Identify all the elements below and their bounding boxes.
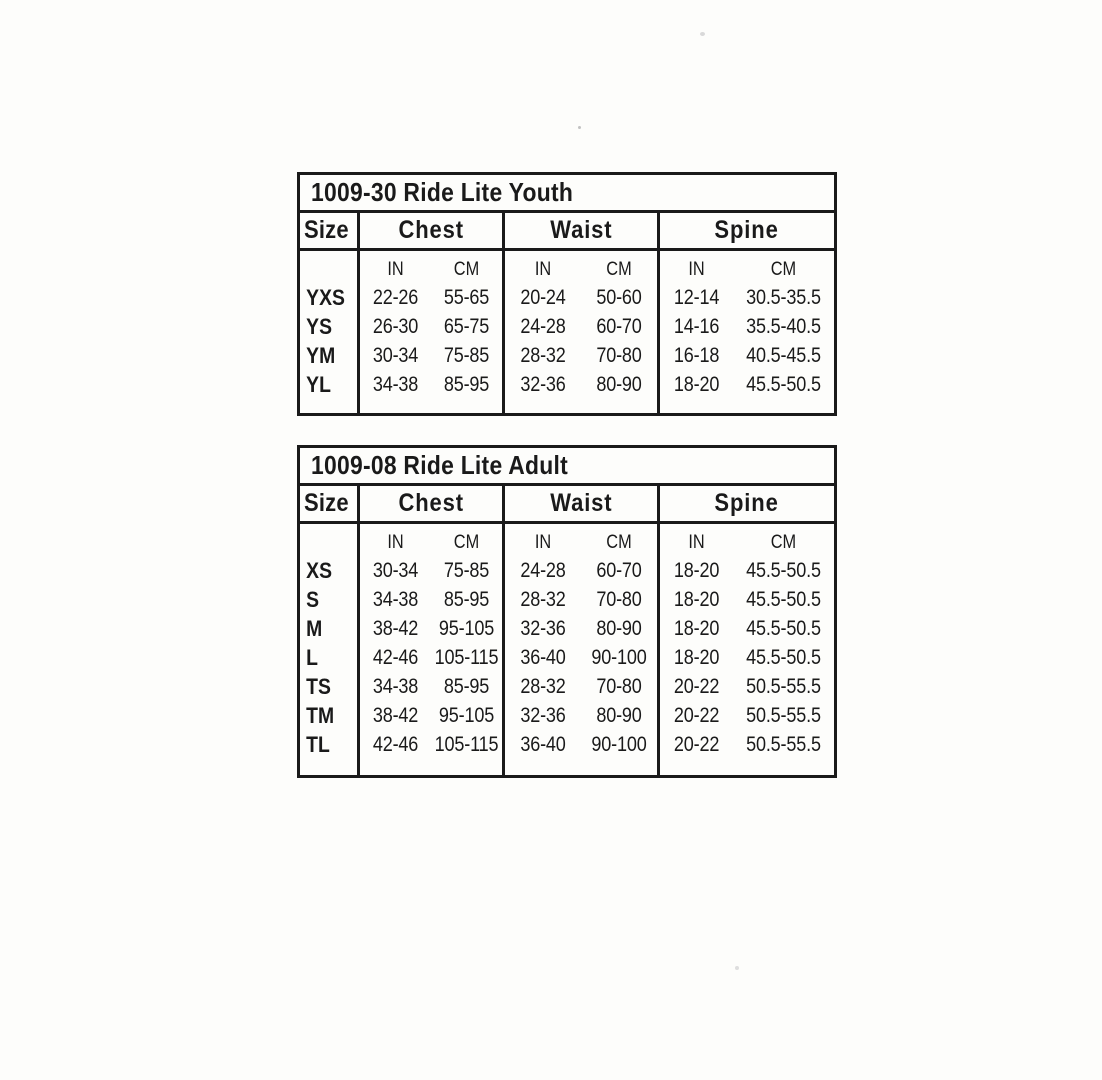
spine-column [660, 524, 834, 775]
waist-measurement-row [505, 730, 657, 759]
youth-column-headers [300, 213, 834, 251]
spine-cm-value: 45.5-50.5 [746, 645, 821, 669]
spine-cm-value: 50.5-55.5 [746, 674, 821, 698]
adult-size-table [297, 445, 837, 778]
waist-cm-value: 70-80 [596, 674, 642, 698]
chest-measurement-row [360, 614, 502, 643]
size-column [300, 251, 360, 413]
chest-cm-value: 75-85 [443, 343, 490, 367]
chest-measurement-row [360, 370, 502, 399]
waist-cm-value: 90-100 [591, 645, 647, 669]
waist-cm-value: 90-100 [591, 732, 647, 756]
size-column-spacer [300, 530, 357, 556]
chest-cm-value: 85-95 [443, 587, 490, 611]
size-label: XS [306, 557, 332, 583]
spine-in-value: 20-22 [673, 674, 720, 698]
chest-cm-value: 75-85 [443, 558, 490, 582]
size-label: S [306, 586, 320, 612]
spine-in-value: 20-22 [673, 732, 720, 756]
waist-in-unit-label: IN [534, 532, 552, 553]
chest-column [360, 524, 505, 775]
chest-cm-value: 85-95 [443, 674, 490, 698]
waist-in-value: 32-36 [520, 703, 566, 727]
chest-cm-unit-label: CM [453, 259, 480, 280]
scan-speck [735, 966, 739, 970]
chest-cm-value: 55-65 [443, 285, 490, 309]
youth-table-title: 1009-30 Ride Lite Youth [311, 177, 574, 207]
waist-measurement-row [505, 643, 657, 672]
spine-header-cell [660, 213, 834, 248]
chest-cm-unit-label: CM [453, 532, 480, 553]
chest-in-value: 30-34 [372, 343, 419, 367]
adult-data-area [300, 524, 834, 775]
waist-cm-value: 80-90 [596, 372, 642, 396]
size-label: TL [306, 731, 330, 757]
chest-in-unit-label: IN [387, 259, 404, 280]
waist-in-value: 28-32 [520, 674, 566, 698]
chest-header-cell [360, 213, 505, 248]
spine-in-value: 18-20 [673, 645, 720, 669]
spine-column [660, 251, 834, 413]
spine-in-value: 18-20 [673, 587, 720, 611]
waist-header-label: Waist [549, 489, 613, 517]
waist-header-label: Waist [549, 216, 613, 244]
waist-cm-value: 80-90 [596, 703, 642, 727]
scan-speck [700, 32, 705, 36]
chest-measurement-row [360, 643, 502, 672]
waist-measurement-row [505, 283, 657, 312]
chest-in-unit-label: IN [387, 532, 404, 553]
spine-measurement-row [660, 556, 834, 585]
chest-measurement-row [360, 312, 502, 341]
chest-in-value: 42-46 [372, 732, 419, 756]
waist-measurement-row [505, 672, 657, 701]
waist-in-value: 36-40 [520, 645, 566, 669]
youth-size-table [297, 172, 837, 416]
adult-table-title: 1009-08 Ride Lite Adult [311, 450, 568, 480]
spine-in-value: 14-16 [673, 314, 720, 338]
spine-measurement-row [660, 312, 834, 341]
chest-in-value: 22-26 [372, 285, 419, 309]
size-header-label: Size [304, 216, 349, 244]
spine-cm-unit-label: CM [770, 259, 797, 280]
spine-in-value: 18-20 [673, 558, 720, 582]
size-label: TM [306, 702, 335, 728]
chest-measurement-row [360, 672, 502, 701]
chest-in-value: 30-34 [372, 558, 419, 582]
size-header-cell [300, 486, 360, 521]
waist-in-value: 24-28 [520, 314, 566, 338]
waist-cm-value: 70-80 [596, 343, 642, 367]
chest-measurement-row [360, 585, 502, 614]
waist-column [505, 524, 660, 775]
spine-measurement-row [660, 672, 834, 701]
chest-header-label: Chest [398, 216, 464, 244]
spine-units-row [660, 530, 834, 556]
size-label: M [306, 615, 323, 641]
waist-in-value: 28-32 [520, 343, 566, 367]
waist-units-row [505, 530, 657, 556]
chest-in-value: 34-38 [372, 674, 419, 698]
chest-units-row [360, 257, 502, 283]
spine-measurement-row [660, 341, 834, 370]
waist-cm-value: 60-70 [596, 558, 642, 582]
waist-measurement-row [505, 341, 657, 370]
waist-in-value: 36-40 [520, 732, 566, 756]
waist-header-cell [505, 486, 660, 521]
spine-measurement-row [660, 370, 834, 399]
waist-cm-value: 50-60 [596, 285, 642, 309]
spine-in-value: 12-14 [673, 285, 720, 309]
waist-cm-value: 80-90 [596, 616, 642, 640]
spine-measurement-row [660, 614, 834, 643]
spine-measurement-row [660, 283, 834, 312]
spine-cm-value: 45.5-50.5 [746, 372, 821, 396]
waist-cm-unit-label: CM [606, 532, 632, 553]
waist-header-cell [505, 213, 660, 248]
chest-in-value: 34-38 [372, 587, 419, 611]
size-label: YS [306, 313, 332, 339]
chest-in-value: 42-46 [372, 645, 419, 669]
size-label: YL [306, 371, 331, 397]
spine-cm-value: 45.5-50.5 [746, 587, 821, 611]
spine-header-label: Spine [714, 489, 780, 517]
size-label: TS [306, 673, 331, 699]
chest-measurement-row [360, 283, 502, 312]
waist-in-value: 32-36 [520, 616, 566, 640]
spine-measurement-row [660, 585, 834, 614]
size-column-spacer [300, 257, 357, 283]
waist-units-row [505, 257, 657, 283]
waist-measurement-row [505, 556, 657, 585]
adult-column-headers [300, 486, 834, 524]
size-label: L [306, 644, 318, 670]
spine-measurement-row [660, 730, 834, 759]
spine-header-label: Spine [714, 216, 780, 244]
spine-cm-value: 40.5-45.5 [746, 343, 821, 367]
spine-in-value: 18-20 [673, 372, 720, 396]
size-header-cell [300, 213, 360, 248]
spine-in-value: 16-18 [673, 343, 720, 367]
chest-header-label: Chest [398, 489, 464, 517]
waist-cm-unit-label: CM [606, 259, 632, 280]
waist-measurement-row [505, 370, 657, 399]
size-column [300, 524, 360, 775]
waist-in-value: 28-32 [520, 587, 566, 611]
spine-cm-value: 45.5-50.5 [746, 558, 821, 582]
spine-in-unit-label: IN [688, 259, 705, 280]
waist-measurement-row [505, 701, 657, 730]
spine-header-cell [660, 486, 834, 521]
chest-in-value: 34-38 [372, 372, 419, 396]
chest-cm-value: 95-105 [438, 616, 495, 640]
waist-in-unit-label: IN [534, 259, 552, 280]
size-label: YXS [306, 284, 345, 310]
chest-cm-value: 105-115 [434, 645, 499, 669]
waist-measurement-row [505, 312, 657, 341]
chest-cm-value: 95-105 [438, 703, 495, 727]
waist-in-value: 20-24 [520, 285, 566, 309]
chest-measurement-row [360, 701, 502, 730]
waist-cm-value: 60-70 [596, 314, 642, 338]
spine-cm-value: 50.5-55.5 [746, 703, 821, 727]
youth-data-area [300, 251, 834, 413]
size-label: YM [306, 342, 336, 368]
size-header-label: Size [304, 489, 349, 517]
spine-cm-value: 45.5-50.5 [746, 616, 821, 640]
chest-in-value: 38-42 [372, 616, 419, 640]
chest-cm-value: 105-115 [434, 732, 499, 756]
chest-column [360, 251, 505, 413]
chest-units-row [360, 530, 502, 556]
spine-in-unit-label: IN [688, 532, 705, 553]
spine-units-row [660, 257, 834, 283]
chest-measurement-row [360, 730, 502, 759]
chest-header-cell [360, 486, 505, 521]
waist-column [505, 251, 660, 413]
spine-measurement-row [660, 701, 834, 730]
youth-table-title-row [300, 175, 834, 213]
waist-cm-value: 70-80 [596, 587, 642, 611]
scan-speck [578, 126, 581, 129]
chest-in-value: 26-30 [372, 314, 419, 338]
spine-cm-value: 30.5-35.5 [746, 285, 821, 309]
waist-measurement-row [505, 585, 657, 614]
chest-measurement-row [360, 341, 502, 370]
spine-cm-value: 50.5-55.5 [746, 732, 821, 756]
chest-measurement-row [360, 556, 502, 585]
spine-in-value: 18-20 [673, 616, 720, 640]
waist-in-value: 24-28 [520, 558, 566, 582]
spine-cm-unit-label: CM [770, 532, 797, 553]
chest-cm-value: 85-95 [443, 372, 490, 396]
waist-measurement-row [505, 614, 657, 643]
spine-measurement-row [660, 643, 834, 672]
chest-in-value: 38-42 [372, 703, 419, 727]
adult-table-title-row [300, 448, 834, 486]
spine-cm-value: 35.5-40.5 [746, 314, 821, 338]
spine-in-value: 20-22 [673, 703, 720, 727]
waist-in-value: 32-36 [520, 372, 566, 396]
chest-cm-value: 65-75 [443, 314, 490, 338]
